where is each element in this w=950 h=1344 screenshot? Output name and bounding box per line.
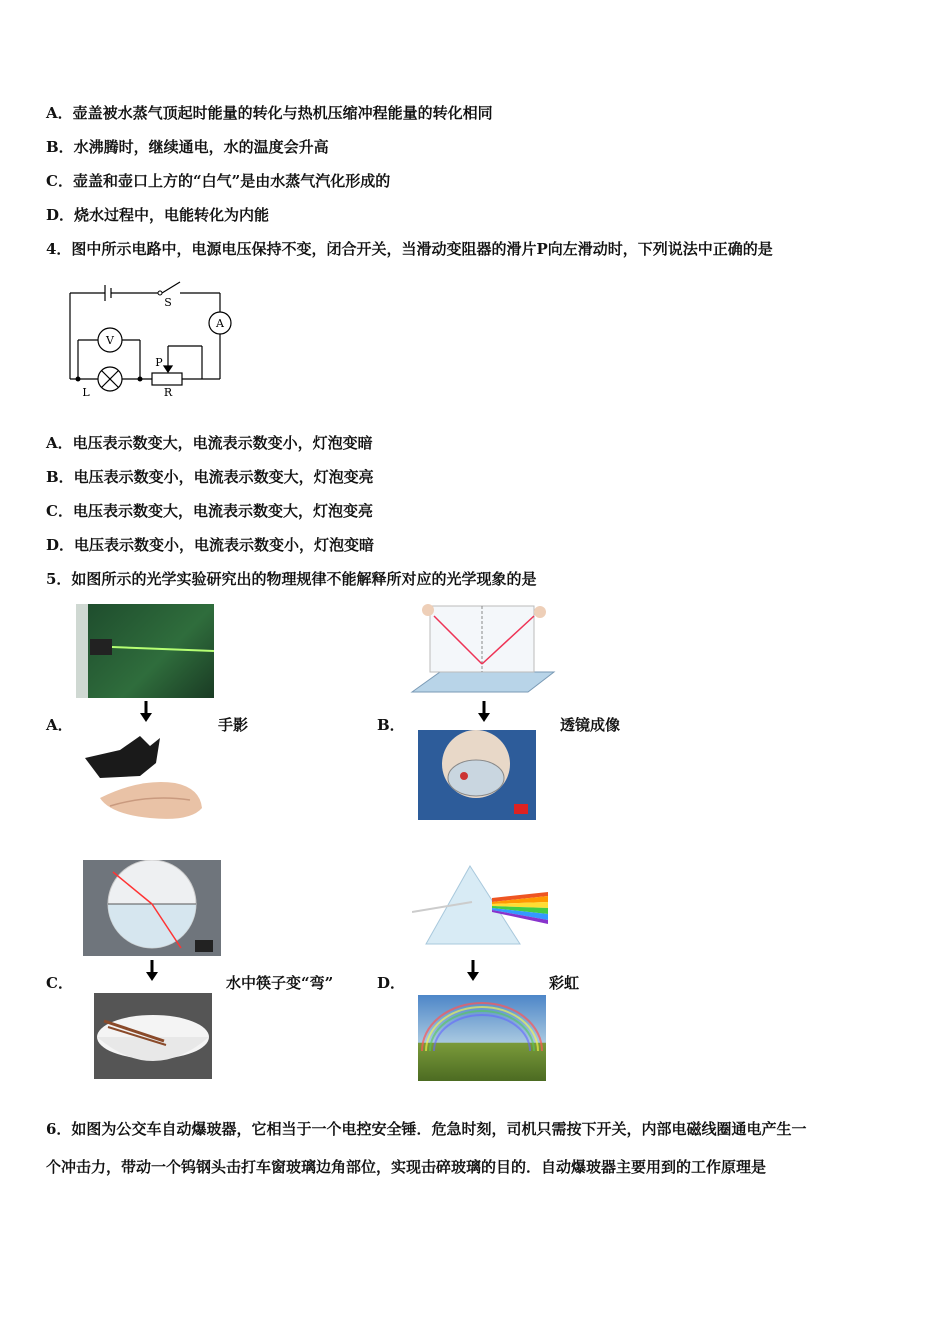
lamp-label: L — [82, 386, 90, 399]
q4-option-a: A．电压表示数变大，电流表示数变小，灯泡变暗 — [46, 434, 373, 452]
q5-option-b-label: B． — [377, 716, 405, 734]
switch-blade — [162, 282, 180, 293]
q5-option-c-label: C． — [46, 974, 73, 992]
arrow-down-icon — [140, 701, 152, 723]
reflection-experiment-image — [410, 602, 556, 696]
q6-text-line-2: 个冲击力，带动一个钨钢头击打车窗玻璃边角部位，实现击碎玻璃的目的．自动爆玻器主要用到的工作原理是 — [46, 1158, 767, 1176]
switch-label: S — [164, 296, 172, 309]
ammeter-label: A — [216, 317, 224, 330]
q5-option-a-caption: 手影 — [218, 716, 249, 734]
q5-option-d-caption: 彩虹 — [549, 974, 580, 992]
rainbow-landscape-image — [418, 995, 546, 1081]
q5-option-a-label: A． — [46, 716, 73, 734]
voltmeter-label: V — [106, 334, 114, 347]
astronaut-helmet-image — [418, 730, 536, 820]
q4-stem: 4．图中所示电路中，电源电压保持不变，闭合开关，当滑动变阻器的滑片P向左滑动时，下列说法中正确的是 — [46, 240, 773, 258]
refraction-protractor-image — [83, 860, 221, 956]
q5-option-b-caption: 透镜成像 — [560, 716, 621, 734]
slider-label: P — [155, 356, 163, 369]
rheostat — [152, 373, 182, 385]
laser-light-experiment-image — [76, 604, 214, 698]
q3-option-c: C．壶盖和壶口上方的“白气”是由水蒸气汽化形成的 — [46, 172, 391, 190]
q4-option-d: D．电压表示数变小，电流表示数变小，灯泡变暗 — [46, 536, 375, 554]
q4-option-b: B．电压表示数变小，电流表示数变大，灯泡变亮 — [46, 468, 374, 486]
q5-option-d-label: D． — [377, 974, 406, 992]
q3-option-b: B．水沸腾时，继续通电，水的温度会升高 — [46, 138, 329, 156]
arrow-down-icon — [478, 701, 490, 723]
q5-stem: 5．如图所示的光学实验研究出的物理规律不能解释所对应的光学现象的是 — [46, 570, 537, 588]
q3-option-d: D．烧水过程中，电能转化为内能 — [46, 206, 270, 224]
prism-dispersion-image — [412, 862, 548, 946]
arrow-down-icon — [146, 960, 158, 982]
q5-option-c-caption: 水中筷子变“弯” — [226, 974, 334, 992]
q3-option-a: A．壶盖被水蒸气顶起时能量的转化与热机压缩冲程能量的转化相同 — [46, 104, 493, 122]
circuit-diagram — [60, 276, 260, 400]
q4-option-c: C．电压表示数变大，电流表示数变大，灯泡变亮 — [46, 502, 373, 520]
rheostat-label: R — [163, 386, 173, 399]
chopsticks-in-bowl-image — [94, 993, 212, 1079]
q6-text-line-1: 6．如图为公交车自动爆玻器，它相当于一个电控安全锤．危急时刻，司机只需按下开关，内部电磁线圈通电产生一 — [46, 1120, 807, 1138]
arrow-down-icon — [467, 960, 479, 982]
hand-shadow-image — [80, 728, 206, 824]
